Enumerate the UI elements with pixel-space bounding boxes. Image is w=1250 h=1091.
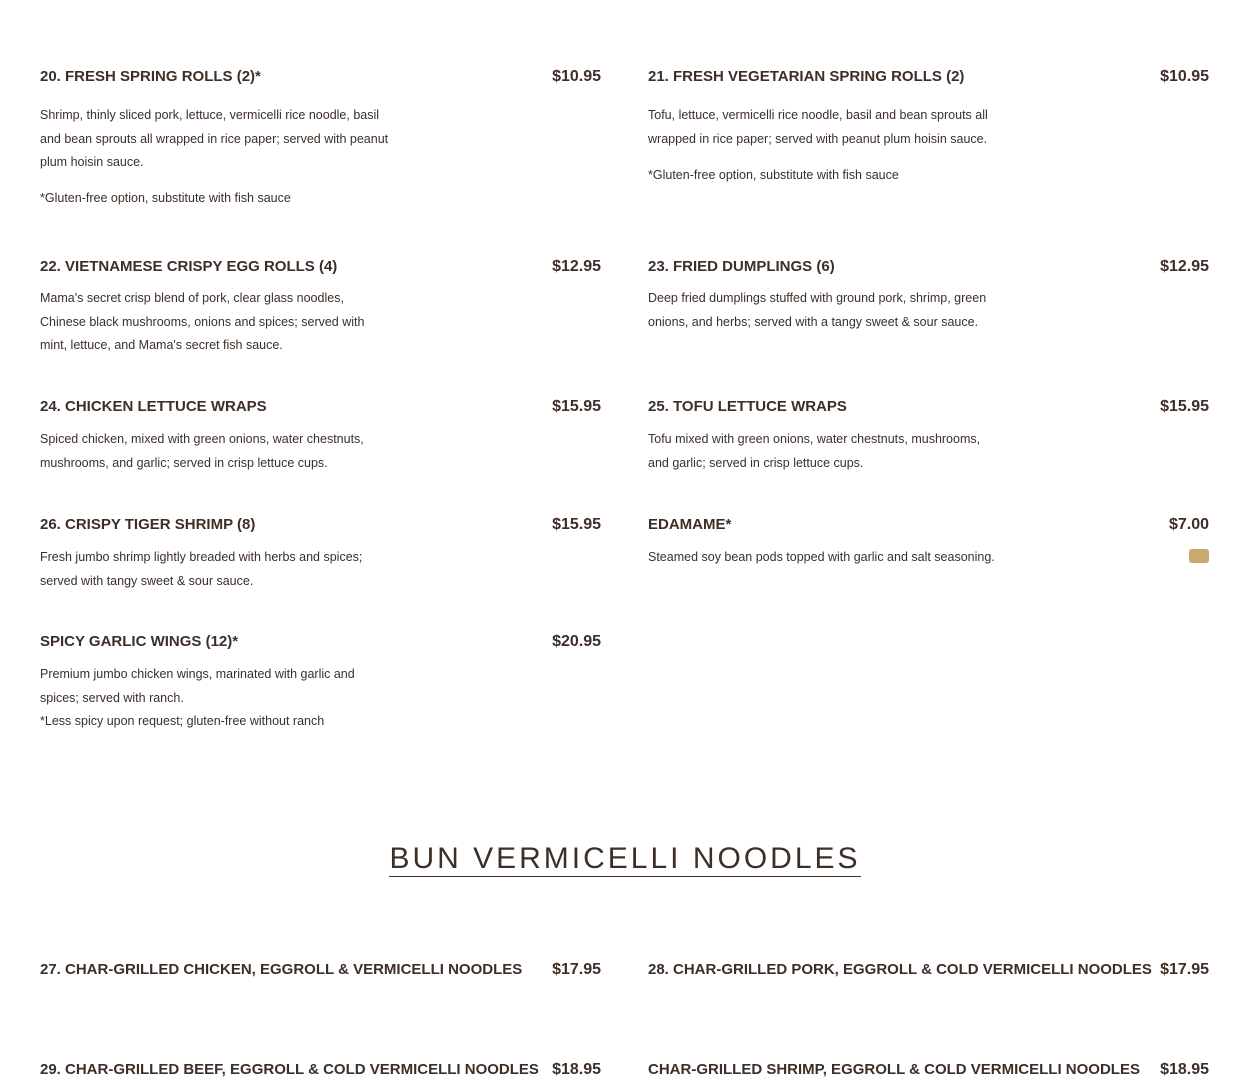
menu-item-name: 27. CHAR-GRILLED CHICKEN, EGGROLL & VERMICELLI NOODLES xyxy=(40,961,523,978)
menu-item-description: Mama's secret crisp blend of pork, clear glass noodles, Chinese black mushrooms, onions and spices; served with mint, lettuce, and Mama's secret fish sauce. xyxy=(40,291,365,352)
vegetarian-tag-icon xyxy=(1189,549,1209,563)
menu-item-name: 21. FRESH VEGETARIAN SPRING ROLLS (2) xyxy=(648,68,965,85)
menu-item-description: Tofu, lettuce, vermicelli rice noodle, basil and bean sprouts all wrapped in rice paper; served with peanut plum hoisin sauce. xyxy=(648,108,988,146)
menu-item-name: 23. FRIED DUMPLINGS (6) xyxy=(648,258,835,275)
menu-item-name: 22. VIETNAMESE CRISPY EGG ROLLS (4) xyxy=(40,258,338,275)
menu-item-price: $15.95 xyxy=(1160,398,1209,415)
section-title xyxy=(0,842,1250,876)
menu-item-description: Shrimp, thinly sliced pork, lettuce, vermicelli rice noodle, basil and bean sprouts all wrapped in rice paper; served with peanut plum hoisin sauce. xyxy=(40,108,389,169)
menu-item-name: 20. FRESH SPRING ROLLS (2)* xyxy=(40,68,261,85)
menu-item-description: Spiced chicken, mixed with green onions, water chestnuts, mushrooms, and garlic; served in crisp lettuce cups. xyxy=(40,432,364,470)
menu-item-price: $20.95 xyxy=(552,633,601,650)
menu-item-name: 29. CHAR-GRILLED BEEF, EGGROLL & COLD VERMICELLI NOODLES xyxy=(40,1061,539,1078)
menu-item-description: Steamed soy bean pods topped with garlic and salt seasoning. xyxy=(648,550,995,564)
menu-item-price: $15.95 xyxy=(552,398,601,415)
menu-item-price: $10.95 xyxy=(1160,68,1209,85)
menu-item-name: SPICY GARLIC WINGS (12)* xyxy=(40,633,239,650)
menu-item-price: $18.95 xyxy=(552,1061,601,1078)
menu-item-note: *Gluten-free option, substitute with fish sauce xyxy=(648,168,899,182)
menu-item-name: 25. TOFU LETTUCE WRAPS xyxy=(648,398,847,415)
menu-item-price: $17.95 xyxy=(1160,961,1209,978)
menu-item-note: *Gluten-free option, substitute with fish sauce xyxy=(40,191,291,205)
menu-item-name: 24. CHICKEN LETTUCE WRAPS xyxy=(40,398,267,415)
menu-item-description: Tofu mixed with green onions, water chestnuts, mushrooms, and garlic; served in crisp lettuce cups. xyxy=(648,432,981,470)
menu-item-description: Premium jumbo chicken wings, marinated with garlic and spices; served with ranch. xyxy=(40,667,355,705)
menu-item-price: $7.00 xyxy=(1168,516,1209,533)
menu-item-price: $17.95 xyxy=(552,961,601,978)
menu-item-name: EDAMAME* xyxy=(648,516,732,533)
menu-item-description: Deep fried dumplings stuffed with ground pork, shrimp, green onions, and herbs; served with a tangy sweet & sour sauce. xyxy=(648,291,987,329)
menu-item-price: $12.95 xyxy=(552,258,601,275)
menu-item-price: $18.95 xyxy=(1160,1061,1209,1078)
menu-item-note: *Less spicy upon request; gluten-free without ranch xyxy=(40,714,325,728)
menu-item-name: 26. CRISPY TIGER SHRIMP (8) xyxy=(40,516,256,533)
menu-item-description: Fresh jumbo shrimp lightly breaded with herbs and spices; served with tangy sweet & sour sauce. xyxy=(40,550,363,588)
menu-item-name: 28. CHAR-GRILLED PORK, EGGROLL & COLD VERMICELLI NOODLES xyxy=(648,961,1152,978)
section-title-text: BUN VERMICELLI NOODLES xyxy=(389,842,861,875)
menu-item-price: $12.95 xyxy=(1160,258,1209,275)
menu-item-name: CHAR-GRILLED SHRIMP, EGGROLL & COLD VERMICELLI NOODLES xyxy=(648,1061,1140,1078)
menu-item-price: $10.95 xyxy=(552,68,601,85)
menu-item-price: $15.95 xyxy=(552,516,601,533)
